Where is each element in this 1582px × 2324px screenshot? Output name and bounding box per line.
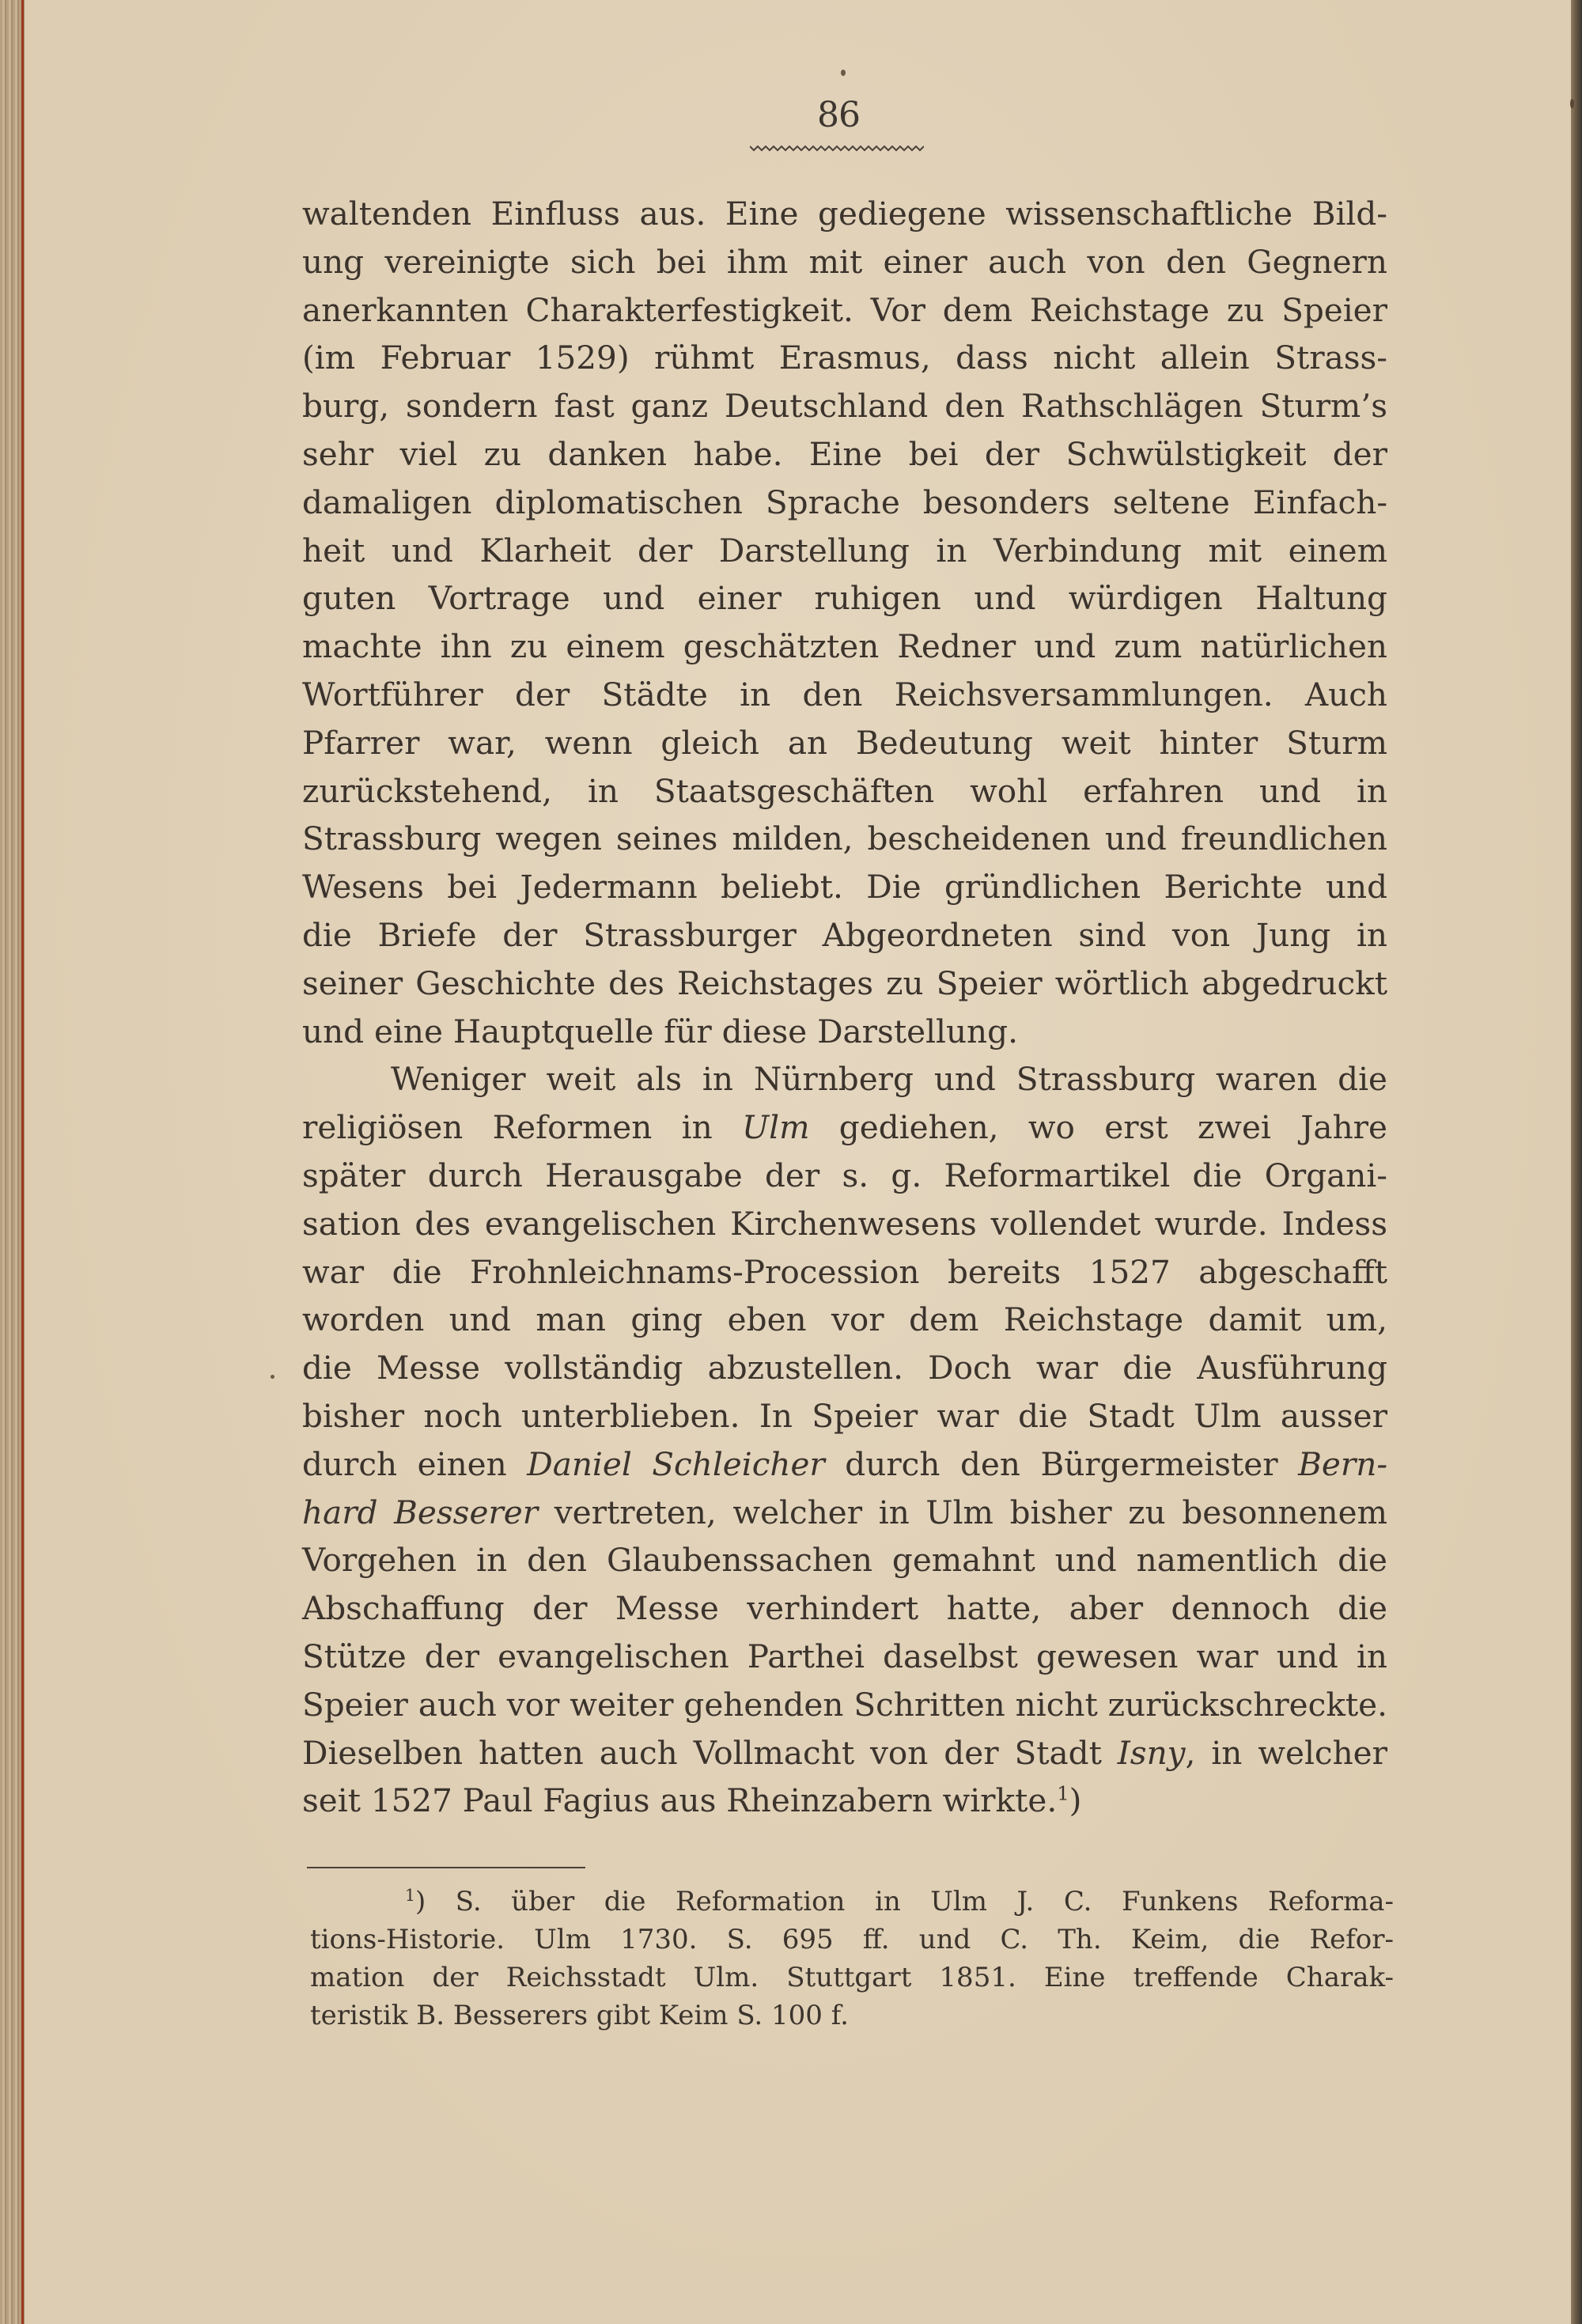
wavy-rule-ornament — [750, 144, 924, 152]
text-line: (im Februar 1529) rühmt Erasmus, dass nicht allein Strass- — [302, 339, 1387, 377]
text-line: Wortführer der Städte in den Reichsversammlungen. Auch — [302, 675, 1387, 713]
text-run: religiösen Reformen in — [302, 1108, 742, 1147]
text-run: durch den Bürgermeister — [824, 1444, 1299, 1483]
text-line — [302, 1489, 1387, 1537]
text-line — [302, 1729, 1387, 1777]
main-text — [302, 190, 1387, 1825]
text-line: burg, sondern fast ganz Deutschland den Rathschlägen Sturm’s — [302, 387, 1387, 426]
text-line: die Briefe der Strassburger Abgeordneten sind von Jung in — [302, 915, 1387, 954]
text-line: Strassburg wegen seines milden, bescheidenen und freundlichen — [302, 819, 1387, 858]
text-line: sehr viel zu danken habe. Eine bei der Schwülstigkeit der — [302, 434, 1387, 473]
text-run: S. über die Reformation in Ulm J. C. Funkens Reforma- — [426, 1886, 1394, 1917]
footnote-separator — [307, 1867, 585, 1868]
text-line: Speier auch vor weiter gehenden Schritten nicht zurückschreckte. — [302, 1685, 1387, 1724]
text-run: seit 1527 Paul Fagius aus Rheinzabern wirkte. — [302, 1781, 1058, 1820]
text-run: Dieselben hatten auch Vollmacht von der Stadt — [302, 1733, 1118, 1772]
text-run: vertreten, welcher in Ulm bisher zu besonnenem — [538, 1493, 1388, 1531]
footnote-marker: 1 — [405, 1885, 415, 1905]
text-line: ung vereinigte sich bei ihm mit einer auch von den Gegnern — [302, 242, 1387, 281]
text-line: Abschaffung der Messe verhindert hatte, aber dennoch die — [302, 1589, 1387, 1628]
page-number: 86 — [817, 95, 860, 135]
text-line: und eine Hauptquelle für diese Darstellung. — [302, 1012, 1018, 1050]
text-line: bisher noch unterblieben. In Speier war die Stadt Ulm ausser — [302, 1396, 1387, 1435]
italic-place-name: Ulm — [741, 1108, 810, 1147]
text-line: sation des evangelischen Kirchenwesens vollendet wurde. Indess — [302, 1204, 1387, 1243]
italic-person-name: hard Besserer — [302, 1493, 539, 1531]
text-line: worden und man ging eben vor dem Reichstage damit um, — [302, 1300, 1387, 1339]
paper-speck — [1570, 99, 1574, 108]
text-line: anerkannten Charakterfestigkeit. Vor dem Reichstage zu Speier — [302, 290, 1387, 329]
spine-binding-line — [21, 0, 24, 2324]
text-run: gediehen, wo erst zwei Jahre — [809, 1108, 1387, 1147]
text-line: machte ihn zu einem geschätzten Redner und zum natürlichen — [302, 627, 1387, 666]
footnote-line: tions-Historie. Ulm 1730. S. 695 ff. und C. Th. Keim, die Refor- — [310, 1924, 1394, 1955]
text-line: seiner Geschichte des Reichstages zu Speier wörtlich abgedruckt — [302, 963, 1387, 1002]
text-line: guten Vortrage und einer ruhigen und würdigen Haltung — [302, 579, 1387, 618]
text-run: , in welcher — [1185, 1733, 1387, 1772]
text-line: später durch Herausgabe der s. g. Reformartikel die Organi- — [302, 1156, 1387, 1194]
text-line: die Messe vollständig abzustellen. Doch war die Ausführung — [302, 1349, 1387, 1387]
text-line — [302, 1440, 1387, 1489]
text-line: zurückstehend, in Staatsgeschäften wohl erfahren und in — [302, 771, 1387, 810]
text-line — [302, 1103, 1387, 1152]
text-line: Wesens bei Jedermann beliebt. Die gründlichen Berichte und — [302, 868, 1387, 907]
text-line: Vorgehen in den Glaubenssachen gemahnt und namentlich die — [302, 1541, 1387, 1580]
footnote-marker-paren: ) — [414, 1886, 426, 1917]
text-line: war die Frohnleichnams-Procession bereits 1527 abgeschafft — [302, 1252, 1387, 1291]
footnote-line — [310, 1883, 1394, 1921]
text-line: damaligen diplomatischen Sprache besonders seltene Einfach- — [302, 483, 1387, 521]
text-line: heit und Klarheit der Darstellung in Verbindung mit einem — [302, 531, 1387, 570]
paper-speck — [841, 70, 846, 76]
text-line: waltenden Einfluss aus. Eine gediegene wissenschaftliche Bild- — [302, 195, 1387, 233]
italic-place-name: Isny — [1117, 1733, 1186, 1772]
paper-speck — [271, 1375, 274, 1379]
footnote — [310, 1883, 1394, 2034]
paragraph-start-line: Weniger weit als in Nürnberg und Strassburg waren die — [391, 1060, 1387, 1099]
footnote-line: mation der Reichsstadt Ulm. Stuttgart 1851. Eine treffende Charak- — [310, 1962, 1394, 1993]
text-line: Pfarrer war, wenn gleich an Bedeutung weit hinter Sturm — [302, 723, 1387, 762]
text-run: ) — [1069, 1781, 1082, 1820]
footnote-line: teristik B. Besserers gibt Keim S. 100 f. — [310, 2000, 849, 2031]
italic-person-name: Daniel Schleicher — [527, 1444, 825, 1483]
text-line: Stütze der evangelischen Parthei daselbst gewesen war und in — [302, 1637, 1387, 1675]
footnote-reference: 1 — [1057, 1781, 1069, 1805]
text-line — [302, 1777, 1387, 1825]
text-run: durch einen — [302, 1444, 528, 1483]
italic-person-name: Bern- — [1298, 1444, 1387, 1483]
